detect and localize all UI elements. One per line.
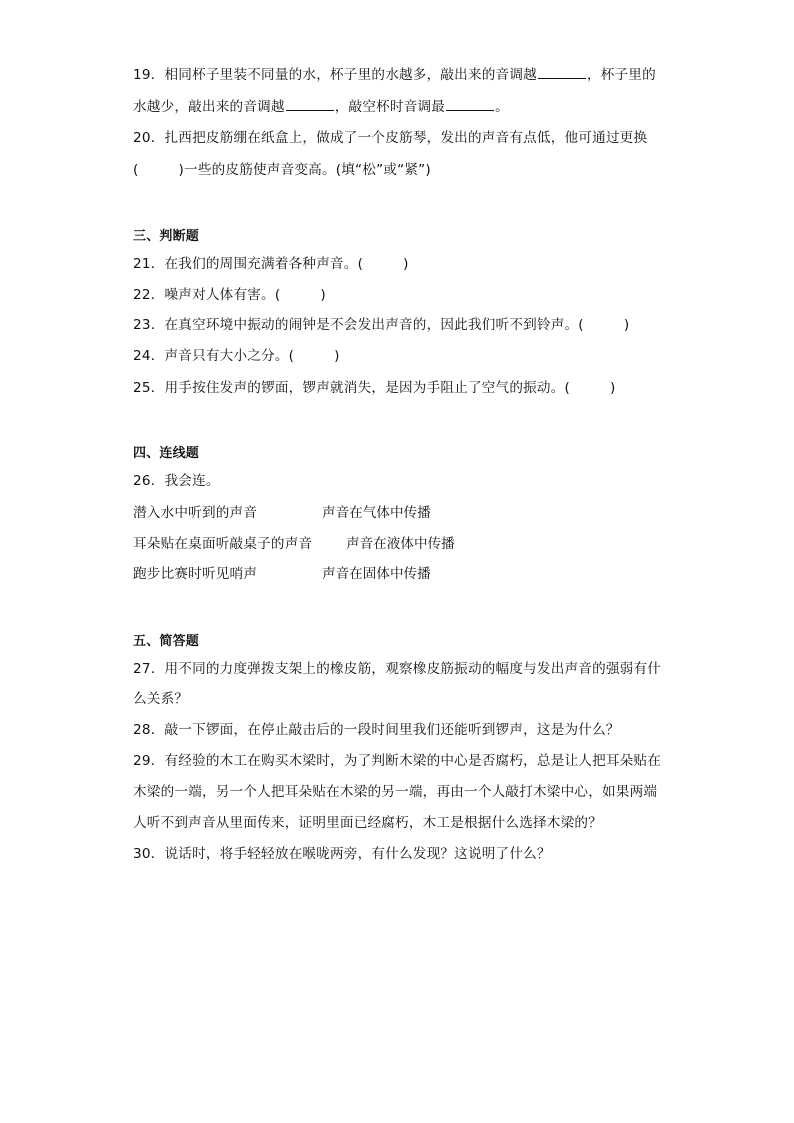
question-20-text-c: )一些的皮筋使声音变高。(填“松”或“紧”)	[178, 162, 431, 178]
question-19-line-2	[133, 98, 509, 116]
match-left-item[interactable]: 潜入水中听到的声音	[133, 505, 258, 521]
question-19-text-a: 19．相同杯子里装不同量的水，杯子里的水越多，敲出来的音调越	[133, 67, 537, 83]
question-28: 28．敲一下锣面，在停止敲击后的一段时间里我们还能听到锣声，这是为什么？	[133, 722, 620, 738]
question-19-text-d: ，敲空杯时音调最	[334, 99, 446, 115]
paren-close: )	[334, 348, 340, 364]
match-left-item[interactable]: 耳朵贴在桌面听敲桌子的声音	[133, 536, 313, 552]
judge-item-text: 23．在真空环境中振动的闹钟是不会发出声音的，因此我们听不到铃声。(	[133, 317, 584, 333]
match-right-item[interactable]: 声音在气体中传播	[322, 505, 431, 521]
answer-blank[interactable]	[446, 98, 494, 111]
question-27-line-2: 么关系？	[133, 691, 189, 707]
question-19-text-e: 。	[495, 99, 509, 115]
judge-item-text: 22．噪声对人体有害。(	[133, 287, 281, 303]
question-19-text-c: 水越少，敲出来的音调越	[133, 99, 285, 115]
question-29-line-3: 人听不到声音从里面传来，证明里面已经腐朽，木工是根据什么选择木梁的？	[133, 815, 602, 831]
section-heading-short: 五、简答题	[133, 634, 200, 649]
question-20-text-a: 20．扎西把皮筋绷在纸盒上，做成了一个皮筋琴，发出的声音有点低，他可通过更换	[133, 130, 648, 146]
paren-close: )	[610, 380, 616, 396]
question-30: 30．说话时，将手轻轻放在喉咙两旁，有什么发现？这说明了什么？	[133, 846, 551, 862]
question-29-line-2: 木梁的一端，另一个人把耳朵贴在木梁的另一端，再由一个人敲打木梁中心，如果两端	[133, 784, 658, 800]
paren-close: )	[623, 317, 630, 333]
question-20-line-1	[133, 129, 647, 147]
question-19-line-1	[133, 66, 656, 84]
question-26: 26．我会连。	[133, 473, 220, 489]
question-27-line-1: 27．用不同的力度弹拨支架上的橡皮筋，观察橡皮筋振动的幅度与发出声音的强弱有什	[133, 661, 662, 677]
paren-close: )	[403, 256, 409, 272]
paren-close: )	[320, 287, 326, 303]
judge-item-text: 21．在我们的周围充满着各种声音。(	[133, 256, 364, 272]
judge-item	[133, 255, 409, 273]
judge-item	[133, 347, 340, 365]
judge-item-text: 24．声音只有大小之分。(	[133, 348, 295, 364]
judge-item	[133, 286, 326, 304]
section-heading-match: 四、连线题	[133, 446, 200, 461]
answer-blank[interactable]	[538, 66, 586, 79]
judge-item	[133, 379, 616, 397]
answer-blank[interactable]	[286, 98, 334, 111]
section-heading-judge: 三、判断题	[133, 229, 200, 244]
judge-item	[133, 316, 629, 334]
question-20-line-2	[133, 161, 431, 179]
match-right-item[interactable]: 声音在固体中传播	[322, 566, 431, 582]
match-right-item[interactable]: 声音在液体中传播	[346, 536, 455, 552]
question-29-line-1: 29．有经验的木工在购买木梁时，为了判断木梁的中心是否腐朽，总是让人把耳朵贴在	[133, 753, 662, 769]
paren-open: (	[133, 162, 139, 178]
match-left-item[interactable]: 跑步比赛时听见哨声	[133, 566, 258, 582]
judge-item-text: 25．用手按住发声的锣面，锣声就消失，是因为手阻止了空气的振动。(	[133, 380, 571, 396]
question-19-text-b: ，杯子里的	[586, 67, 656, 83]
